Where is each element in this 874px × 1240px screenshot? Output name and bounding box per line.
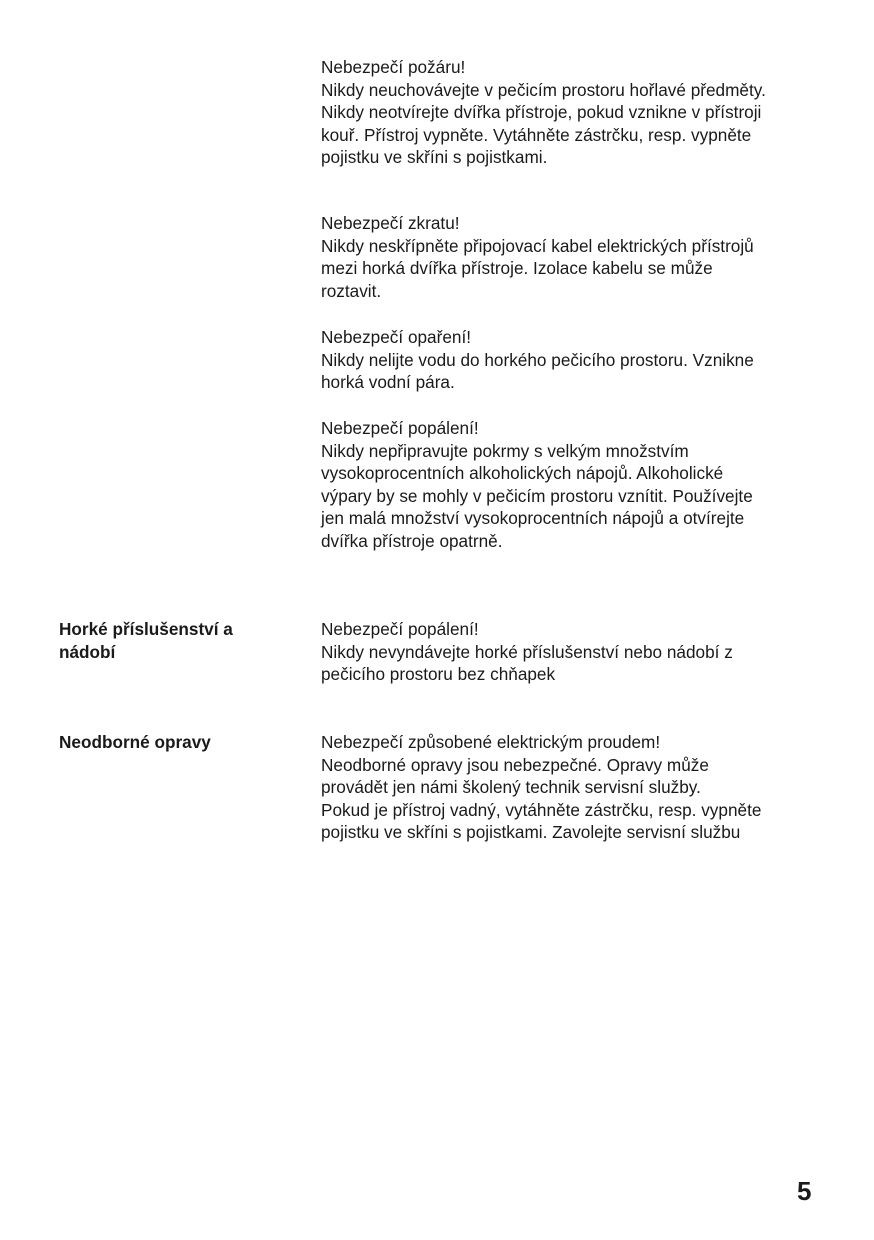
- text-line: mezi horká dvířka přístroje. Izolace kabelu se může: [321, 258, 713, 279]
- warning-heading: Nebezpečí popálení!: [321, 619, 479, 639]
- text-line: dvířka přístroje opatrně.: [321, 530, 503, 551]
- text-line: horká vodní pára.: [321, 372, 455, 393]
- section-burns-alcohol: [321, 417, 753, 553]
- text-line: Nikdy neskřípněte připojovací kabel elektrických přístrojů: [321, 235, 754, 256]
- warning-heading: Nebezpečí způsobené elektrickým proudem!: [321, 732, 661, 752]
- section-hot-accessories: [321, 618, 733, 686]
- text-line: Nikdy neuchovávejte v pečicím prostoru hořlavé předměty.: [321, 79, 766, 100]
- text-line: provádět jen námi školený technik servisní služby.: [321, 777, 701, 798]
- label-line: nádobí: [59, 641, 116, 662]
- text-line: Nikdy nevyndávejte horké příslušenství nebo nádobí z: [321, 641, 733, 662]
- text-line: jen malá množství vysokoprocentních nápojů a otvírejte: [321, 508, 745, 529]
- warning-heading: Nebezpečí požáru!: [321, 57, 466, 77]
- warning-heading: Nebezpečí zkratu!: [321, 213, 460, 233]
- section-short-circuit: [321, 212, 754, 302]
- text-line: Nikdy nepřipravujte pokrmy s velkým množstvím: [321, 440, 689, 461]
- side-label-hot-accessories: [59, 618, 233, 663]
- section-improper-repairs: [321, 731, 761, 844]
- warning-heading: Nebezpečí opaření!: [321, 327, 472, 347]
- label-line: Neodborné opravy: [59, 732, 211, 752]
- page-number: 5: [797, 1176, 812, 1206]
- text-line: Neodborné opravy jsou nebezpečné. Opravy může: [321, 754, 709, 775]
- text-line: kouř. Přístroj vypněte. Vytáhněte zástrčku, resp. vypněte: [321, 124, 752, 145]
- text-line: Nikdy neotvírejte dvířka přístroje, pokud vznikne v přístroji: [321, 102, 762, 123]
- text-line: roztavit.: [321, 280, 382, 301]
- side-label-improper-repairs: [59, 731, 211, 754]
- text-line: pojistku ve skříni s pojistkami.: [321, 147, 548, 168]
- text-line: výpary by se mohly v pečicím prostoru vznítit. Používejte: [321, 485, 753, 506]
- text-line: vysokoprocentních alkoholických nápojů. Alkoholické: [321, 463, 724, 484]
- text-line: pojistku ve skříni s pojistkami. Zavolejte servisní službu: [321, 822, 741, 843]
- section-scalding: [321, 326, 754, 394]
- warning-heading: Nebezpečí popálení!: [321, 418, 479, 438]
- text-line: Nikdy nelijte vodu do horkého pečicího prostoru. Vznikne: [321, 349, 754, 370]
- text-line: pečicího prostoru bez chňapek: [321, 664, 556, 685]
- section-fire: [321, 56, 766, 169]
- label-line: Horké příslušenství a: [59, 619, 233, 639]
- text-line: Pokud je přístroj vadný, vytáhněte zástrčku, resp. vypněte: [321, 799, 762, 820]
